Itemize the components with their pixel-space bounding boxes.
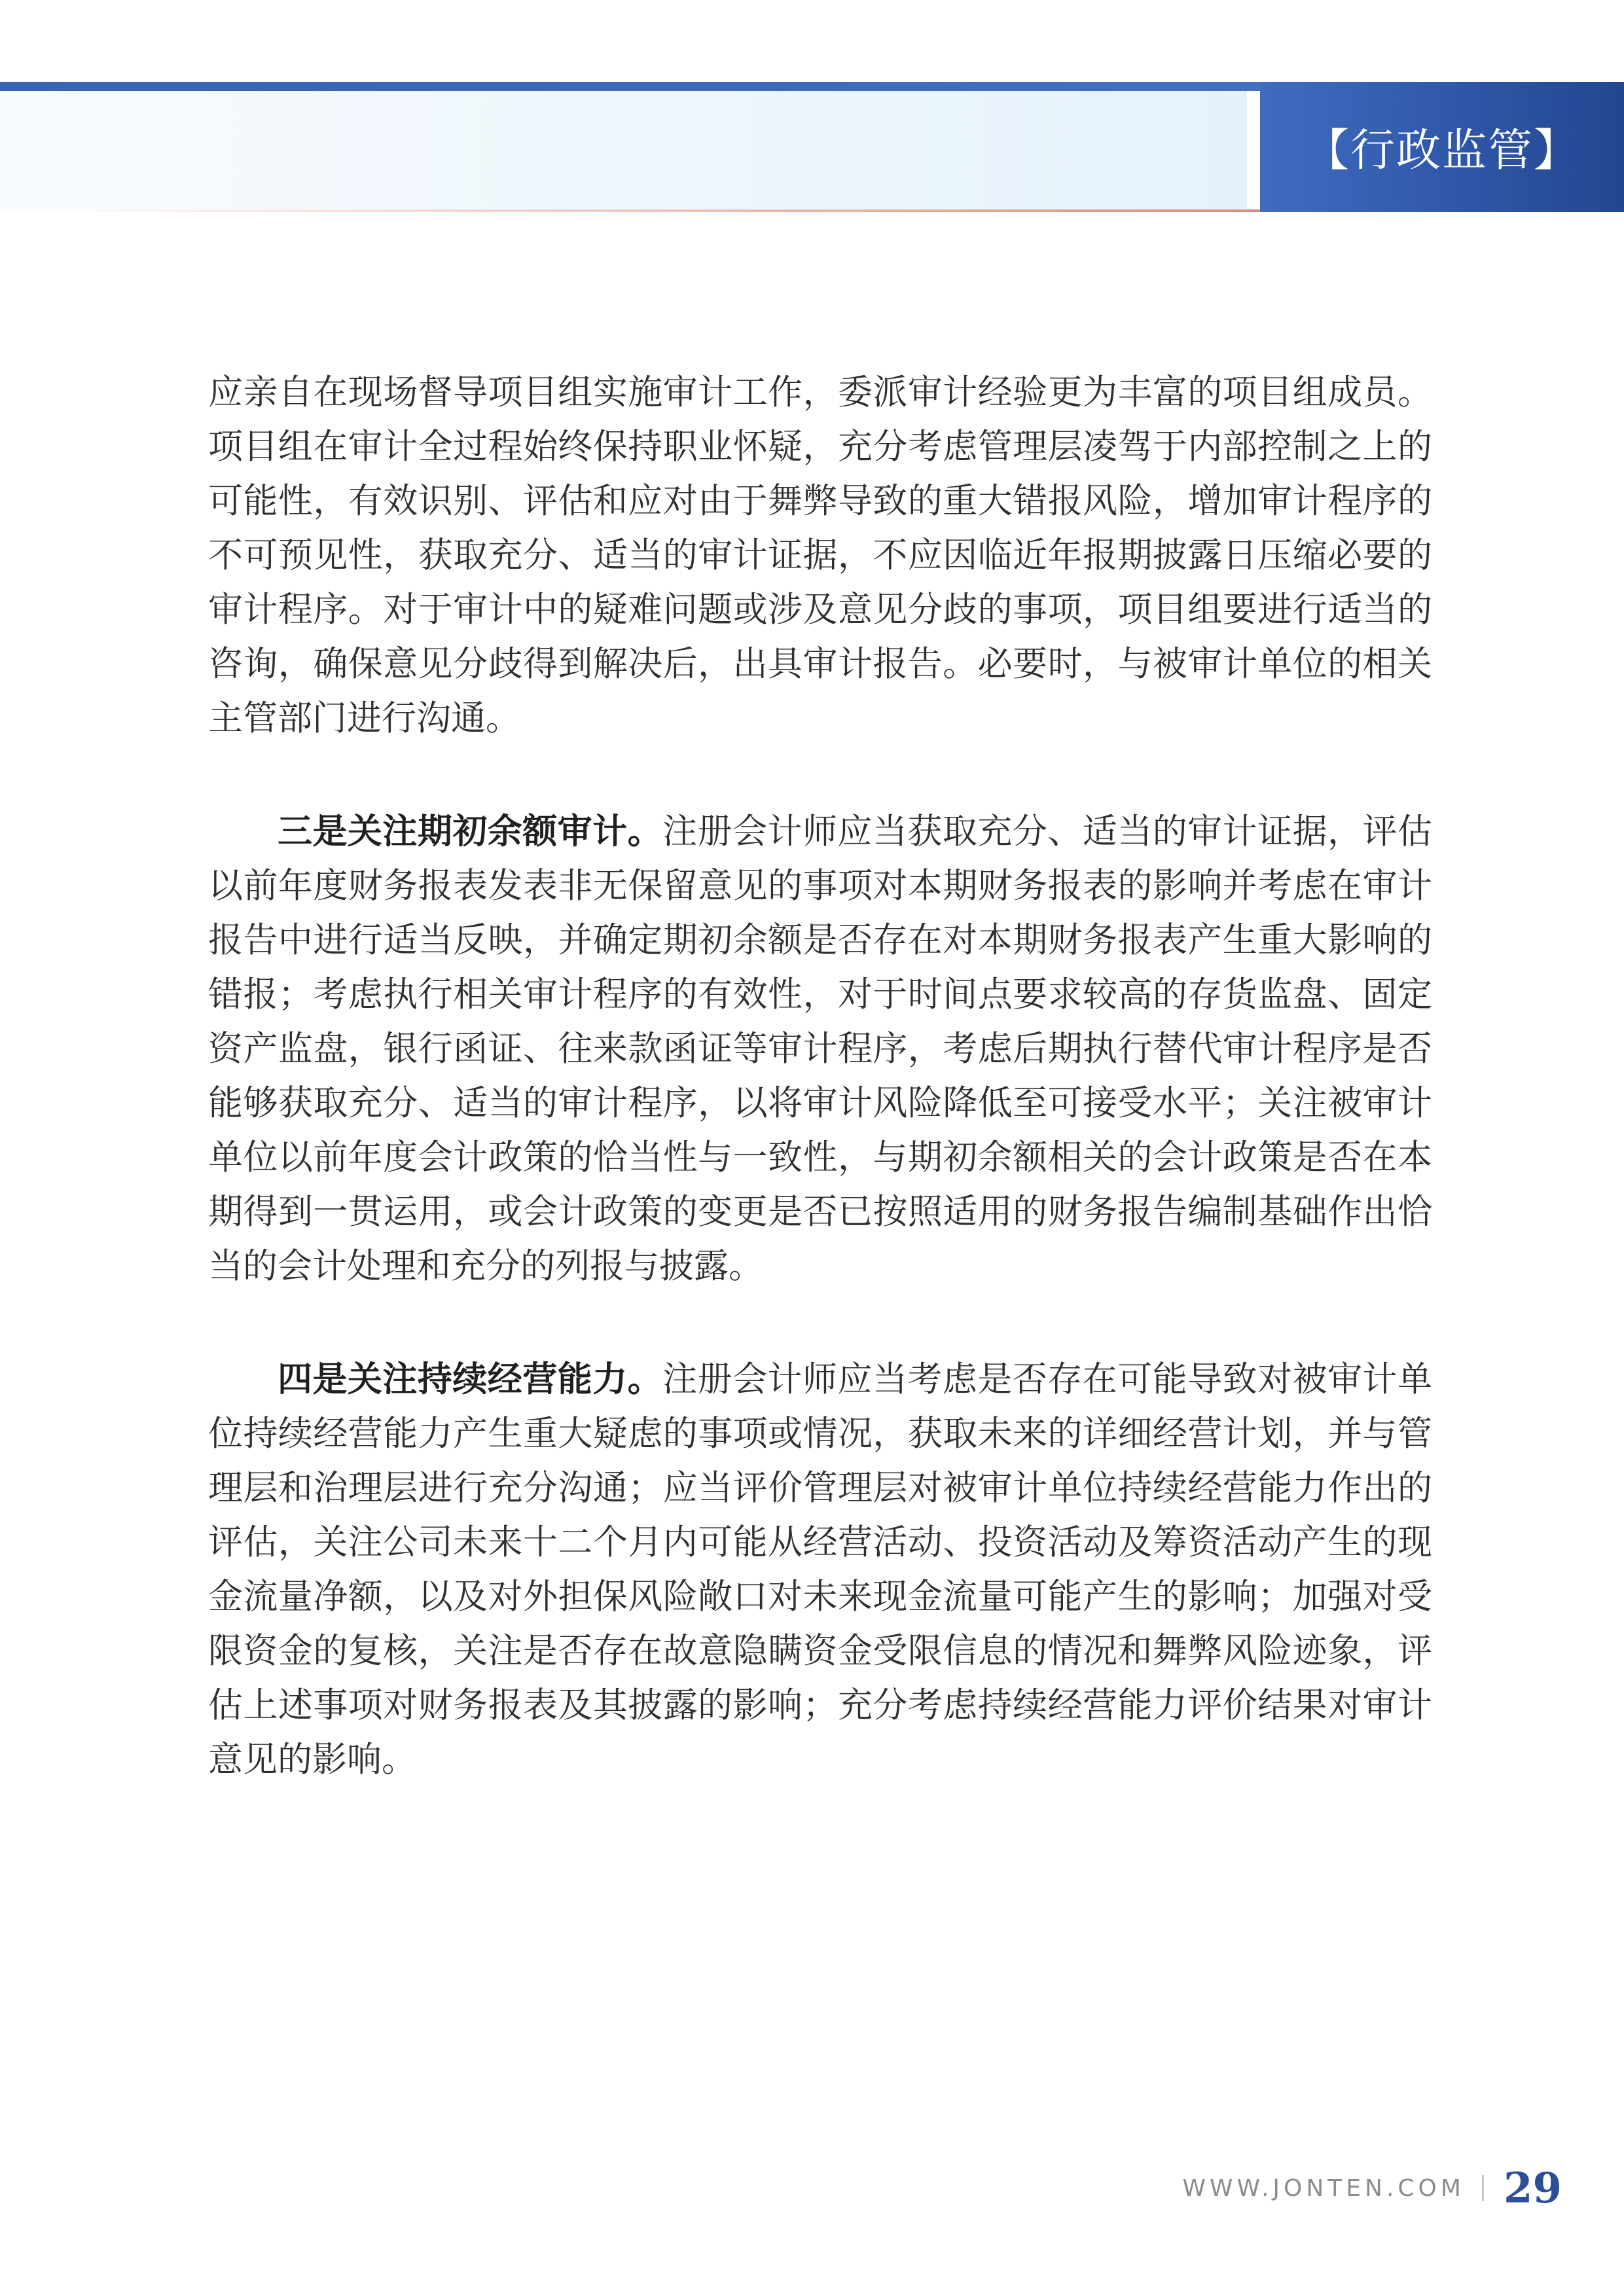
paragraph-text: 注册会计师应当考虑是否存在可能导致对被审计单位持续经营能力产生重大疑虑的事项或情况，获取未来的详细经营计划，并与管理层和治理层进行充分沟通；应当评价管理层对被审计单位持续经营能力作出的评估，关注公司未来十二个月内可能从经营活动、投资活动及筹资活动产生的现金流量净额，以及对外担保风险敞口对未来现金流量可能产生的影响；加强对受限资金的复核，关注是否存在故意隐瞒资金受限信息的情况和舞弊风险迹象，评估上述事项对财务报表及其披露的影响；充分考虑持续经营能力评价结果对审计意见的影响。 [208, 1359, 1432, 1780]
page-header [0, 0, 1624, 223]
header-top-rule [0, 82, 1260, 91]
paragraph-opening-balance [208, 804, 1432, 1293]
section-tab [1260, 82, 1624, 212]
paragraph-lead: 三是关注期初余额审计。 [278, 812, 663, 852]
header-underline [26, 209, 1260, 212]
article-body [208, 365, 1432, 1787]
page-number: 29 [1503, 2163, 1562, 2213]
footer-divider [1482, 2175, 1484, 2201]
paragraph-continued [208, 365, 1432, 745]
header-panel [0, 91, 1247, 209]
paragraph-lead: 四是关注持续经营能力。 [278, 1359, 663, 1399]
paragraph-text: 注册会计师应当获取充分、适当的审计证据，评估以前年度财务报表发表非无保留意见的事项对本期财务报表的影响并考虑在审计报告中进行适当反映，并确定期初余额是否存在对本期财务报表产生重大影响的错报；考虑执行相关审计程序的有效性，对于时间点要求较高的存货监盘、固定资产监盘，银行函证、往来款函证等审计程序，考虑后期执行替代审计程序是否能够获取充分、适当的审计程序，以将审计风险降低至可接受水平；关注被审计单位以前年度会计政策的恰当性与一致性，与期初余额相关的会计政策是否在本期得到一贯运用，或会计政策的变更是否已按照适用的财务报告编制基础作出恰当的会计处理和充分的列报与披露。 [208, 812, 1432, 1286]
paragraph-going-concern [208, 1352, 1432, 1787]
page-footer [1182, 2159, 1562, 2217]
website-link[interactable]: WWW.JONTEN.COM [1182, 2174, 1465, 2202]
paragraph-text: 应亲自在现场督导项目组实施审计工作，委派审计经验更为丰富的项目组成员。项目组在审计全过程始终保持职业怀疑，充分考虑管理层凌驾于内部控制之上的可能性，有效识别、评估和应对由于舞弊导致的重大错报风险，增加审计程序的不可预见性，获取充分、适当的审计证据，不应因临近年报期披露日压缩必要的审计程序。对于审计中的疑难问题或涉及意见分歧的事项，项目组要进行适当的咨询，确保意见分歧得到解决后，出具审计报告。必要时，与被审计单位的相关主管部门进行沟通。 [208, 372, 1432, 738]
section-tag-label: 【行政监管】 [1304, 125, 1579, 177]
